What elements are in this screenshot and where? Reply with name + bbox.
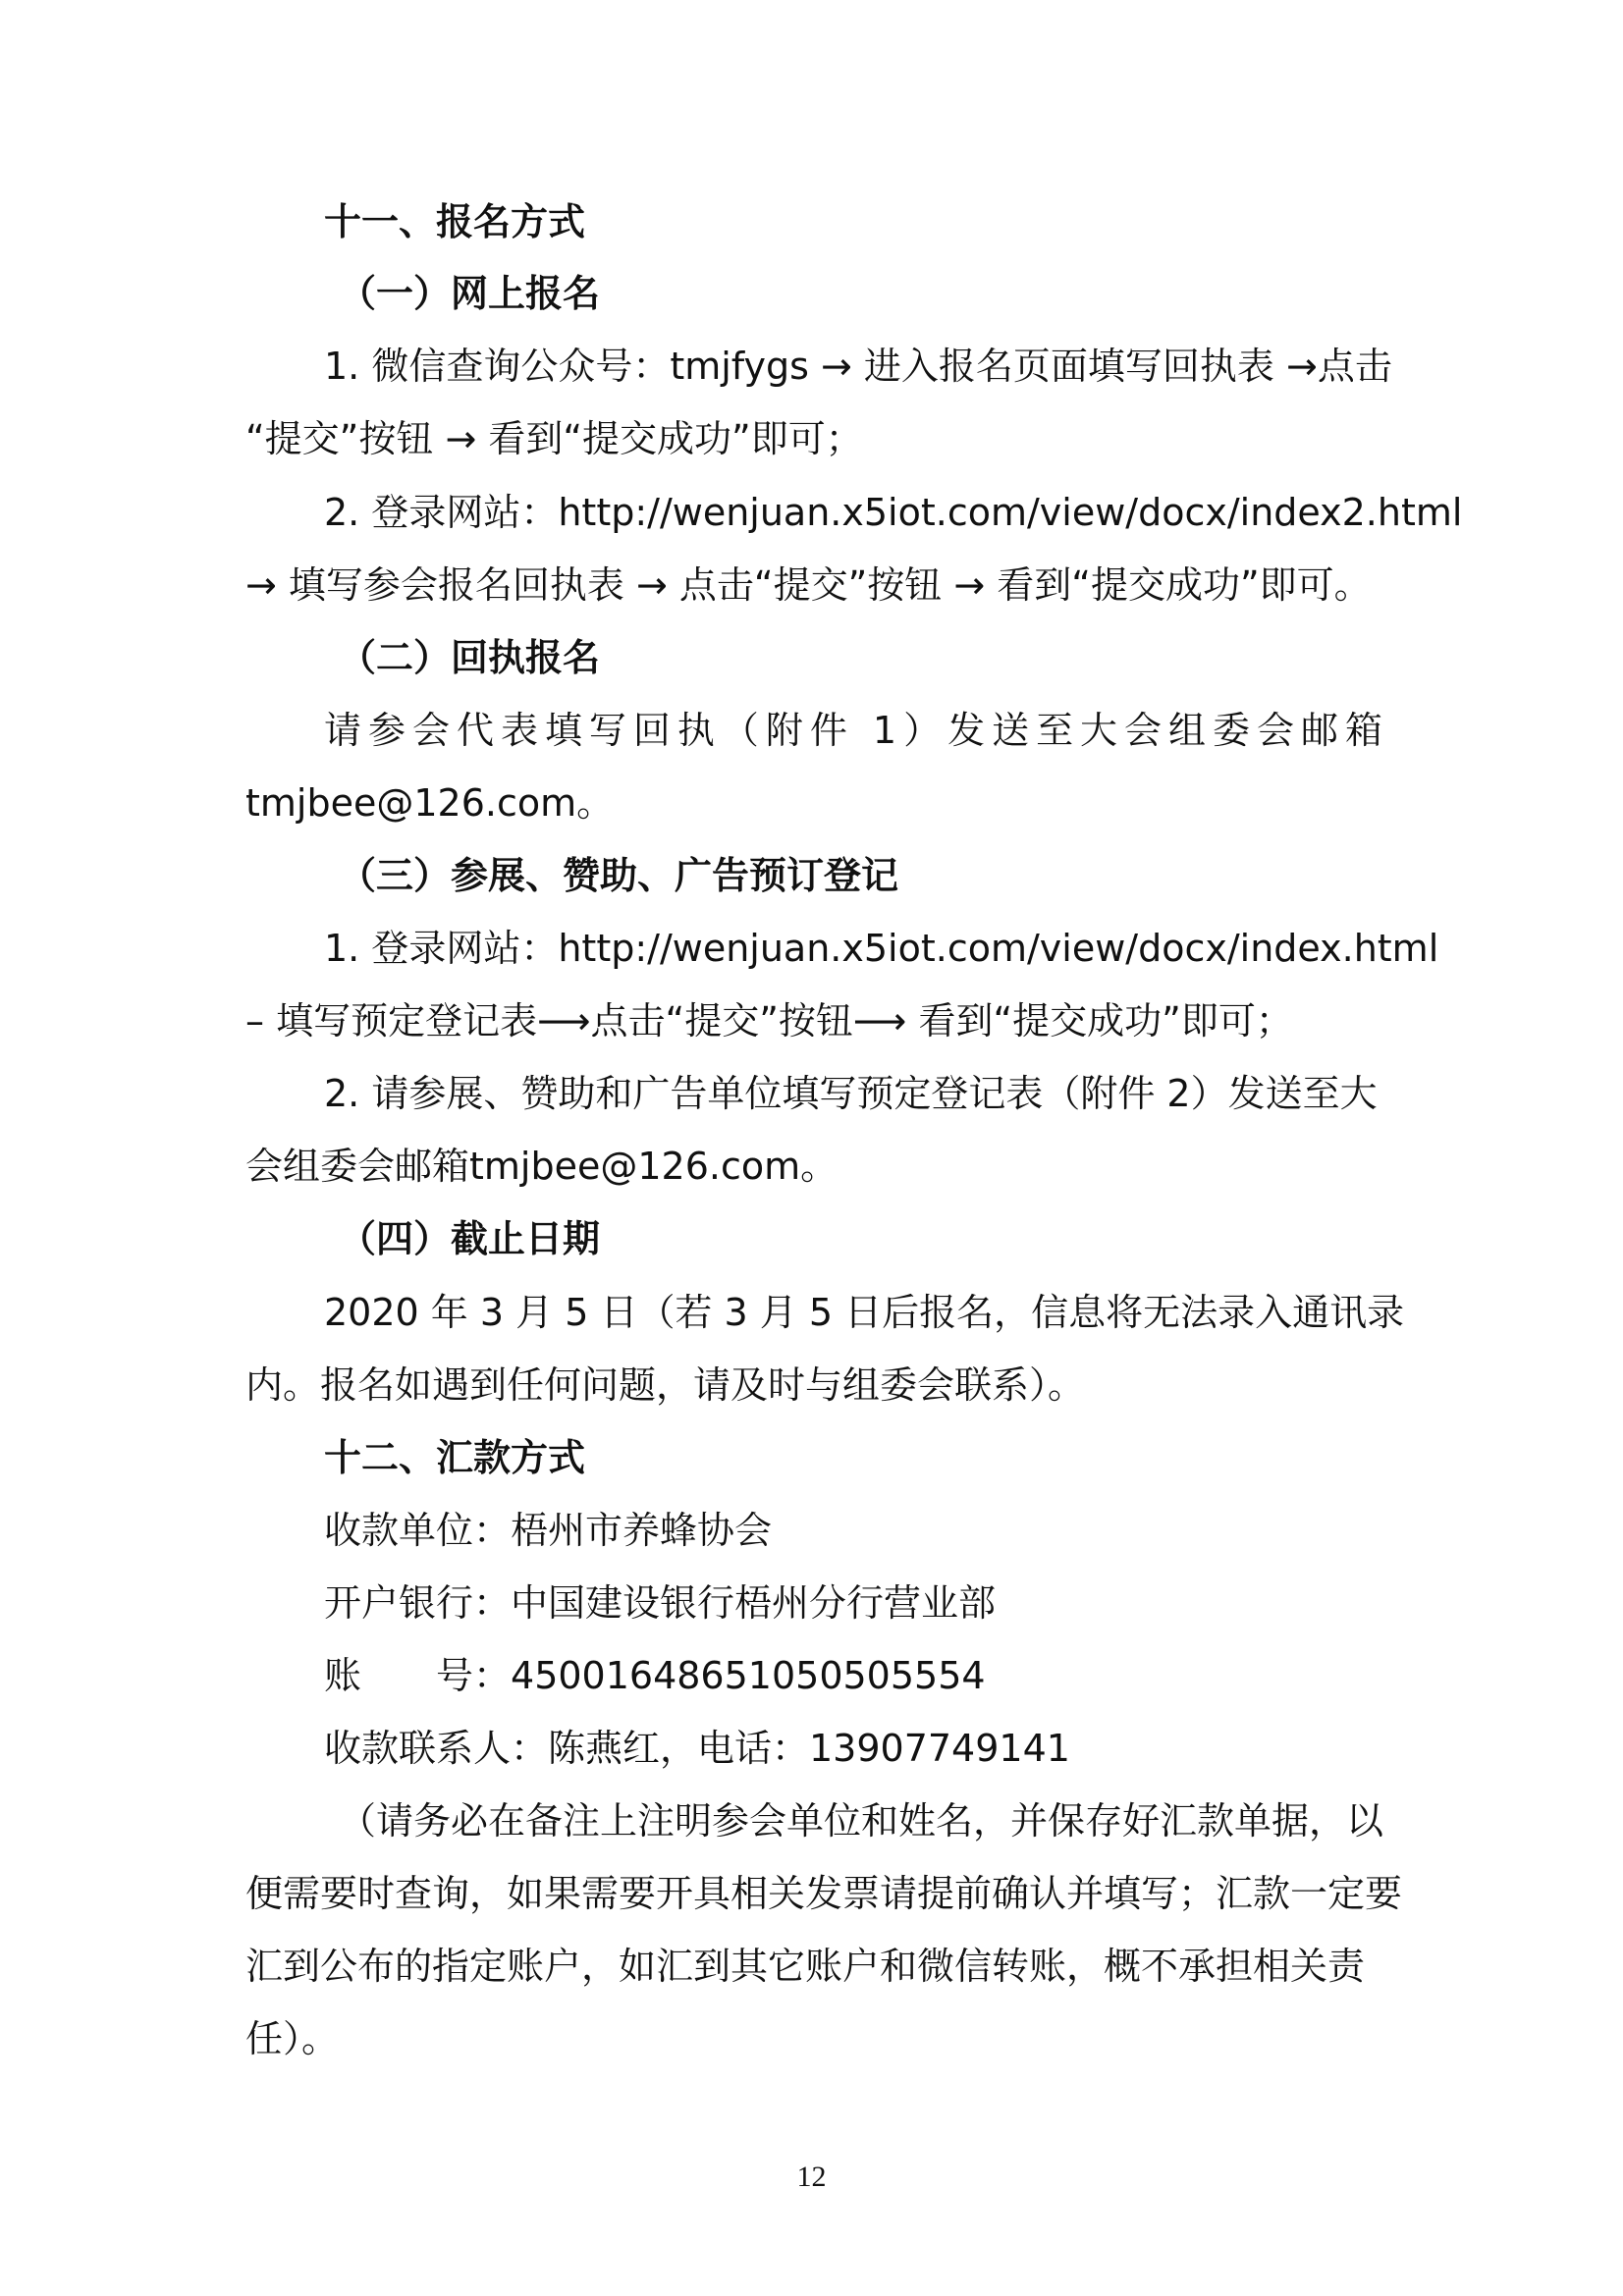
account-label: 账 号： <box>324 1654 512 1697</box>
remittance-note-line1: （请务必在备注上注明参会单位和姓名，并保存好汇款单据，以 <box>339 1799 1384 1842</box>
online-step-1-line1: 1. 微信查询公众号：tmjfygs → 进入报名页面填写回执表 →点击 <box>324 345 1392 388</box>
bank-value: 中国建设银行梧州分行营业部 <box>511 1581 997 1625</box>
payee-value: 梧州市养蜂协会 <box>511 1509 773 1552</box>
account-row <box>324 1650 986 1701</box>
subsection-receipt-title: （二）回执报名 <box>339 636 601 679</box>
remittance-note-line2: 便需要时查询，如果需要开具相关发票请提前确认并填写；汇款一定要 <box>245 1872 1403 1915</box>
account-value: 45001648651050505554 <box>511 1654 986 1697</box>
payee-label: 收款单位： <box>324 1509 512 1552</box>
receipt-line1: 请参会代表填写回执（附件 1）发送至大会组委会邮箱 <box>324 709 1382 752</box>
bank-row <box>324 1577 996 1629</box>
exhibit-step-1-line1: 1. 登录网站：http://wenjuan.x5iot.com/view/docx/index.html <box>324 927 1439 970</box>
page-number: 12 <box>796 2161 827 2193</box>
online-step-1-line2: “提交”按钮 → 看到“提交成功”即可； <box>245 417 863 460</box>
payee-contact: 收款联系人：陈燕红，电话：13907749141 <box>324 1727 1070 1770</box>
remittance-note-line4: 任）。 <box>245 2017 340 2060</box>
exhibit-step-2-line2: 会组委会邮箱tmjbee@126.com。 <box>245 1145 839 1188</box>
receipt-email-line: tmjbee@126.com。 <box>245 781 615 825</box>
section-12-title: 十二、汇款方式 <box>324 1436 586 1479</box>
online-step-2-line1: 2. 登录网站：http://wenjuan.x5iot.com/view/docx/index2.html <box>324 491 1463 534</box>
deadline-line2: 内。报名如遇到任何问题，请及时与组委会联系）。 <box>245 1363 1086 1407</box>
online-step-2-line2: → 填写参会报名回执表 → 点击“提交”按钮 → 看到“提交成功”即可。 <box>245 563 1372 607</box>
remittance-note-line3: 汇到公布的指定账户，如汇到其它账户和微信转账，概不承担相关责 <box>245 1945 1366 1988</box>
exhibit-step-2-line1: 2. 请参展、赞助和广告单位填写预定登记表（附件 2）发送至大 <box>324 1072 1378 1115</box>
payee-row <box>324 1505 772 1556</box>
subsection-online-title: （一）网上报名 <box>339 272 601 315</box>
deadline-line1: 2020 年 3 月 5 日（若 3 月 5 日后报名，信息将无法录入通讯录 <box>324 1291 1405 1334</box>
section-11-title: 十一、报名方式 <box>324 200 586 243</box>
bank-label: 开户银行： <box>324 1581 512 1625</box>
subsection-deadline-title: （四）截止日期 <box>339 1217 601 1260</box>
exhibit-step-1-line2: – 填写预定登记表⟶点击“提交”按钮⟶ 看到“提交成功”即可； <box>245 999 1293 1042</box>
subsection-exhibit-title: （三）参展、赞助、广告预订登记 <box>339 854 899 897</box>
